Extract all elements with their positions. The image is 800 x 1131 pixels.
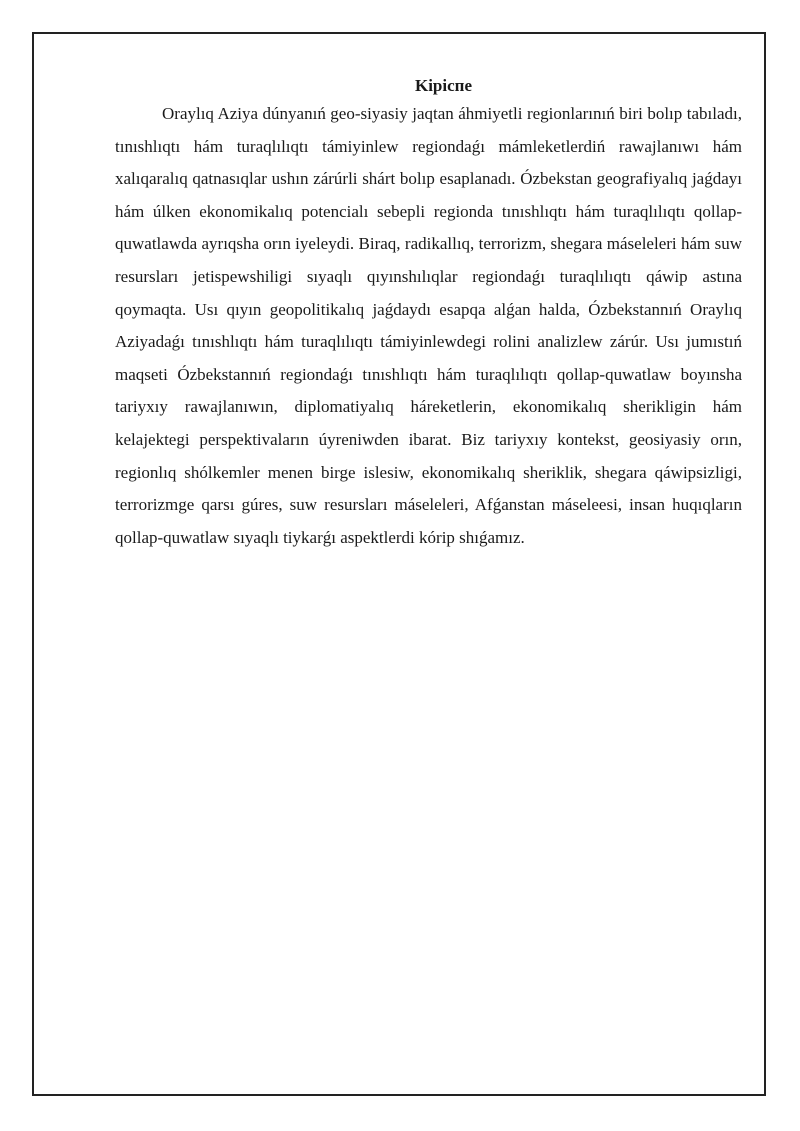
document-body [115,74,742,554]
document-paragraph: Oraylıq Aziya dúnyanıń geo-siyasiy jaqtan áhmiyetli regionlarınıń biri bolıp tabıladı, tınıshlıqtı hám turaqlılıqtı támiyinlew regiondaǵı mámleketlerdiń rawajlanıwı hám xalıqaralıq qatnasıqlar ushın zárúrli shárt bolıp esaplanadı. Ózbekstan geografiyalıq jaǵdayı hám úlken ekonomikalıq potencialı sebepli regionda tınıshlıqtı hám turaqlılıqtı qollap-quwatlawda ayrıqsha orın iyeleydi. Biraq, radikallıq, terrorizm, shegara máseleleri hám suw resursları jetispewshiligi sıyaqlı qıyınshılıqlar regiondaǵı turaqlılıqtı qáwip astına qoymaqta. Usı qıyın geopolitikalıq jaǵdaydı esapqa alǵan halda, Ózbekstannıń Oraylıq Aziyadaǵı tınıshlıqtı hám turaqlılıqtı támiyinlewdegi rolini analizlew zárúr. Usı jumıstıń maqseti Ózbekstannıń regiondaǵı tınıshlıqtı hám turaqlılıqtı qollap-quwatlaw boyınsha tariyxıy rawajlanıwın, diplomatiyalıq háreketlerin, ekonomikalıq sherikligin hám kelajektegi perspektivaların úyreniwden ibarat. Biz tariyxıy kontekst, geosiyasiy orın, regionlıq shólkemler menen birge islesiw, ekonomikalıq sheriklik, shegara qáwipsizligi, terrorizmge qarsı gúres, suw resursları máseleleri, Afǵanstan máseleesi, insan huqıqların qollap-quwatlaw sıyaqlı tiykarǵı aspektlerdi kórip shıǵamız. [115,104,742,547]
document-title: Kipicпe [414,76,472,95]
